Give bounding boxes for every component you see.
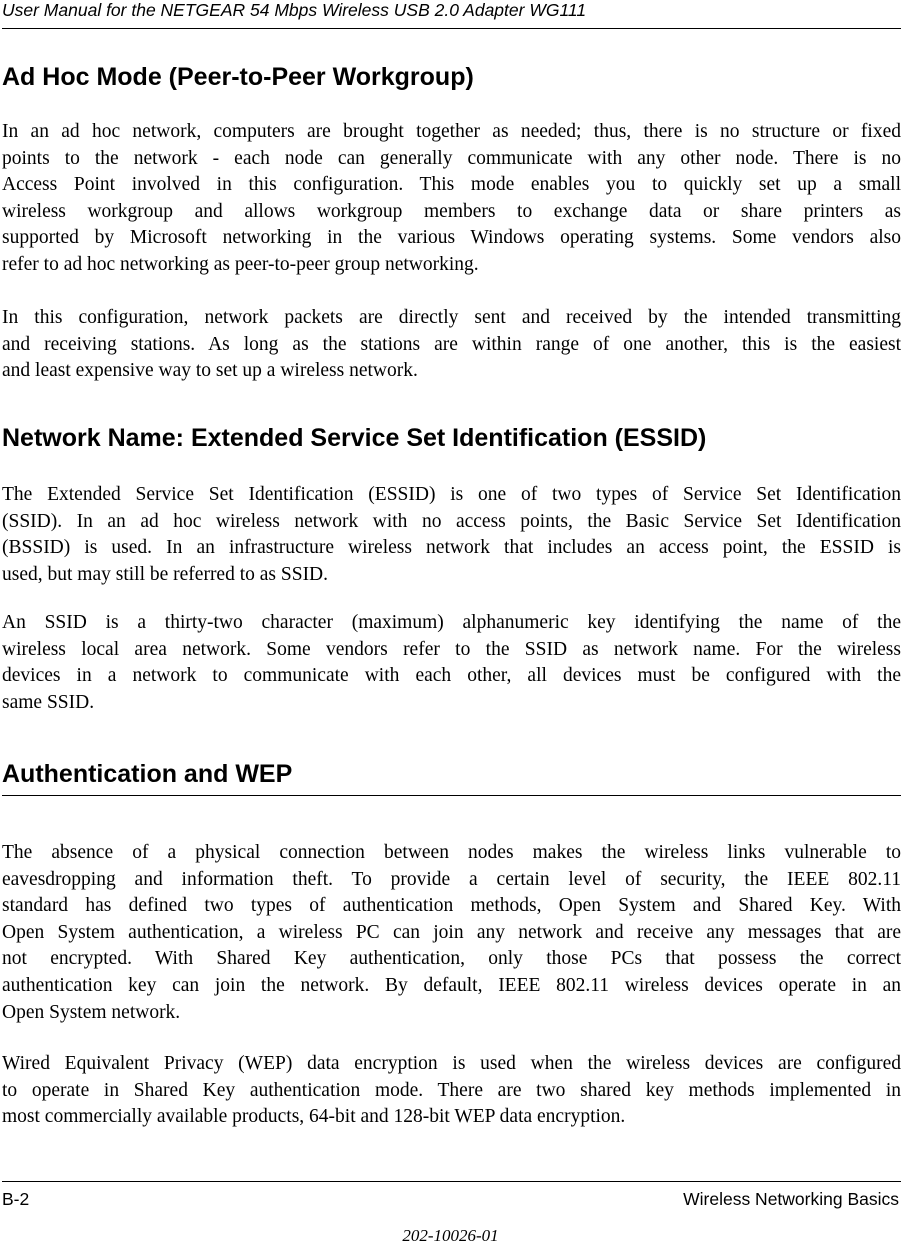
paragraph-authentication [2, 840, 901, 1026]
text-line: wireless local area network. Some vendors refer to the SSID as network name. For the wireless [2, 638, 901, 660]
paragraph-ad-hoc-config [2, 305, 901, 385]
text-line: In this configuration, network packets are directly sent and received by the intended transmitting [2, 307, 901, 328]
text-line: most commercially available products, 64-bit and 128-bit WEP data encryption. [2, 1106, 626, 1128]
text-line: supported by Microsoft networking in the various Windows operating systems. Some vendors also [2, 227, 901, 249]
section-heading-authentication-wep: Authentication and WEP [2, 759, 901, 796]
text-line: used, but may still be referred to as SSID. [2, 563, 329, 585]
text-line: standard has defined two types of authentication methods, Open System and Shared Key. With [2, 895, 901, 917]
text-line: devices in a network to communicate with each other, all devices must be configured with the [2, 665, 901, 687]
text-line: refer to ad hoc networking as peer-to-peer group networking. [2, 253, 479, 275]
section-heading-ad-hoc-mode: Ad Hoc Mode (Peer-to-Peer Workgroup) [2, 63, 474, 91]
paragraph-ad-hoc-intro [2, 119, 901, 279]
text-line: An SSID is a thirty-two character (maximum) alphanumeric key identifying the name of the [2, 612, 901, 633]
text-line: Wired Equivalent Privacy (WEP) data encryption is used when the wireless devices are configured [2, 1053, 901, 1074]
text-line: Access Point involved in this configuration. This mode enables you to quickly set up a small [2, 174, 901, 196]
text-line: eavesdropping and information theft. To provide a certain level of security, the IEEE 802.11 [2, 868, 901, 890]
text-line: and receiving stations. As long as the stations are within range of one another, this is the easiest [2, 333, 901, 355]
text-line: Open System network. [2, 1001, 181, 1023]
chapter-title: Wireless Networking Basics [683, 1189, 899, 1209]
page-number: B-2 [2, 1189, 30, 1209]
text-line: wireless workgroup and allows workgroup members to exchange data or share printers as [2, 200, 901, 222]
text-line: The absence of a physical connection between nodes makes the wireless links vulnerable to [2, 842, 901, 863]
text-line: points to the network - each node can generally communicate with any other node. There is no [2, 147, 901, 169]
text-line: to operate in Shared Key authentication mode. There are two shared key methods implemented in [2, 1079, 901, 1101]
document-number: 202-10026-01 [402, 1226, 499, 1245]
text-line: authentication key can join the network. By default, IEEE 802.11 wireless devices operate in an [2, 974, 901, 996]
section-heading-essid: Network Name: Extended Service Set Identification (ESSID) [2, 424, 707, 452]
text-line: In an ad hoc network, computers are brought together as needed; thus, there is no structure or fixed [2, 121, 901, 142]
page-header [2, 0, 901, 29]
text-line: (BSSID) is used. In an infrastructure wireless network that includes an access point, the ESSID is [2, 537, 901, 559]
paragraph-essid-intro [2, 482, 901, 588]
text-line: (SSID). In an ad hoc wireless network with no access points, the Basic Service Set Identification [2, 510, 901, 532]
text-line: same SSID. [2, 691, 95, 713]
text-line: and least expensive way to set up a wireless network. [2, 360, 418, 382]
page-footer [2, 1181, 901, 1212]
text-line: Open System authentication, a wireless PC can join any network and receive any messages that are [2, 921, 901, 943]
paragraph-ssid-definition [2, 610, 901, 716]
paragraph-wep [2, 1051, 901, 1131]
text-line: The Extended Service Set Identification (ESSID) is one of two types of Service Set Identification [2, 484, 901, 505]
text-line: not encrypted. With Shared Key authentication, only those PCs that possess the correct [2, 948, 901, 970]
manual-title: User Manual for the NETGEAR 54 Mbps Wireless USB 2.0 Adapter WG111 [2, 0, 587, 20]
